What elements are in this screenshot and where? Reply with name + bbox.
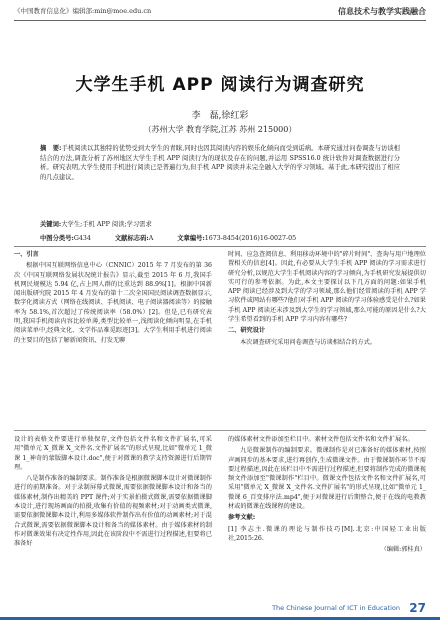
article-affiliation: （苏州大学 教育学院,江苏 苏州 215000）	[143, 125, 297, 134]
abstract-label: 摘 要:	[40, 145, 62, 152]
section-divider	[14, 430, 426, 431]
right-bottom-paragraph-1: 的媒体素材文件添加至栏目中。素材文件包括文件名和文件扩展名。	[228, 436, 414, 443]
article-no-label: 文章编号:	[177, 235, 205, 242]
article-authors: 李 磊,徐红彩	[191, 111, 249, 121]
doc-code-label: 文献标志码:	[114, 235, 149, 242]
doc-code	[115, 233, 153, 242]
reference-1: [1] 李志主.微课的理论与制作技巧[M].北京:中国轻工业出版社,2015:26.	[228, 525, 426, 542]
article-no-value: 1673-8454(2016)16-0027-05	[204, 235, 297, 242]
keywords	[40, 219, 400, 228]
header-divider	[14, 20, 426, 21]
intro-heading: 一、引言	[14, 251, 39, 258]
right-bottom-paragraph-2: 九是微课制作的编制要求。微课制作是对已准备好的媒体素材,按照声画同步的基本要求,进行再创作,生成微课文件。由于微课制作环节不需要过程描述,因此在该栏目中不需进行过程描述,但要将制作完成的微课视频文件添加至"微课制作"栏目中。微课文件包括文件名和文件扩展名,可采用"微单元 X_微课 X_文件名.文件扩展名"的形式呈现,比如"微单元 1_微课 6_百变排序法.mp4",便于对微课进行后期整合,便于在线的电教教材或的微课在线课程的建设。	[228, 447, 426, 511]
abstract-text: 手机阅读以其独特的优势受到大学生的青睐,同时也因其阅读内容的娱乐化倾向而受到诟病。本研究通过问卷调查与访谈相结合的方法,调查分析了苏州地区大学生手机 APP 阅读行为的现状及存在的问题,并运用 SPSS16.0 统计软件对调查数据进行分析。研究表明,大学生使用手机进行阅读已是普遍行为,但手机 APP 阅读并未完全融入大学的学习领域。基于此,本研究提出了相应的几点建议。	[40, 145, 400, 181]
journal-header: 《中国教育信息化》编辑部:min@moe.edu.cn	[14, 7, 152, 15]
clc	[40, 233, 91, 242]
column-right-top	[228, 250, 426, 425]
article-meta	[40, 233, 400, 242]
method-paragraph: 本次调查研究采用问卷调查与访谈相结合的方式。	[240, 338, 377, 346]
section-header: 信息技术与教学实践融合	[338, 7, 426, 16]
right-paragraph: 时间、应急查阅信息、利用移动环境中的"碎片时间"、查询与用户地理位置相关的信息[4]。因此,有必要从大学生手机 APP 阅读的学习需求进行研究分析,以规范大学生手机阅读内容的学习倾向,为手机研究发展提供切实可行的参考依据。为此,本文主要探讨以下几方面的问题:如果手机 APP 阅读已经涉及到大学的学习领域,那么他们经常阅读的手机 APP 学习软件或网站有哪些?他们对手机 APP 阅读的学习体验感受是什么?如果手机 APP 阅读还未涉及到大学生的学习领域,那么可能的原因是什么?大学生希望看到的手机 APP 学习内容有哪些?	[228, 251, 426, 324]
clc-label: 中图分类号:	[40, 235, 74, 242]
left-bottom-paragraph-1: 设计的表格文件要进行单独保存,文件包括文件名和文件扩展名,可采用"微单元 X_微课 X_文件名.文件扩展名"的形式呈现,比如"微单元 1_微课 1_神奇的蒙版脚本设计.doc",便于对微课的教学支持资源进行后期管理。	[14, 436, 212, 471]
keywords-text: 大学生;手机 APP 阅读;学习需求	[61, 221, 152, 228]
intro-paragraph: 根据中国互联网络信息中心（CNNIC）2015 年 7 月发布的第 36 次《中国互联网络发展状况统计报告》显示,截至 2015 年 6 月,我国手机网民规模达 5.94 亿,占上网人群的比重达到 88.9%[1]。根据中国新闻出版研究院 2015 年 4 月发布的第十二次全国国民阅读调查数据显示,数字化阅读方式（网络在线阅读、手机阅读、电子阅读器阅读等）的接触率为 58.1%,首次超过了传统阅读率（58.0%）[2]。但是,已有研究表明,我国手机阅读内容比较单薄,类型比较单一,浅阅读化倾向明显,在手机阅读菜单中,经典文化、文学作品难觅踪迹[3]。大学生利用手机进行阅读的主要目的包括了解新闻资讯、打发无聊	[14, 262, 212, 344]
meta-divider	[14, 246, 426, 247]
article-no	[177, 233, 296, 242]
page-number: 27	[409, 601, 426, 615]
doc-code-value: A	[148, 235, 154, 242]
abstract	[40, 144, 400, 182]
editor-note: （编辑:郭桂真）	[380, 546, 426, 554]
footer-journal: The Chinese Journal of ICT in Education	[272, 604, 400, 612]
column-left-bottom	[14, 435, 212, 600]
column-right-bottom	[228, 435, 426, 600]
left-bottom-paragraph-2: 八是制作准备的编制要求。制作准备是根据微课脚本设计对微课制作进行的前期准备。对于录制屏幕式微课,需要依据微课脚本设计和备当的媒体素材,制作出精美的 PPT 课件;对于实景拍摄式微课,需要依据微课脚本设计,进行现场画面的拍摄,收集有价值的视频素材;对于动画类式微课,需要依据微课脚本设计,利用多媒体软件制作出有价值的动画素材;对于混合式微课,需要依据微课脚本设计和备当的媒体素材。由于媒体素材的制作对微课效果有决定性作用,因此在该阶段中不需进行过程描述,但要将已准备好	[14, 475, 212, 548]
column-left-top	[14, 250, 212, 425]
clc-value: G434	[73, 235, 91, 242]
keywords-label: 关键词:	[40, 221, 62, 228]
references-heading: 参考文献:	[228, 514, 256, 522]
method-heading: 二、研究设计	[228, 327, 266, 335]
article-title: 大学生手机 APP 阅读行为调查研究	[75, 75, 365, 95]
